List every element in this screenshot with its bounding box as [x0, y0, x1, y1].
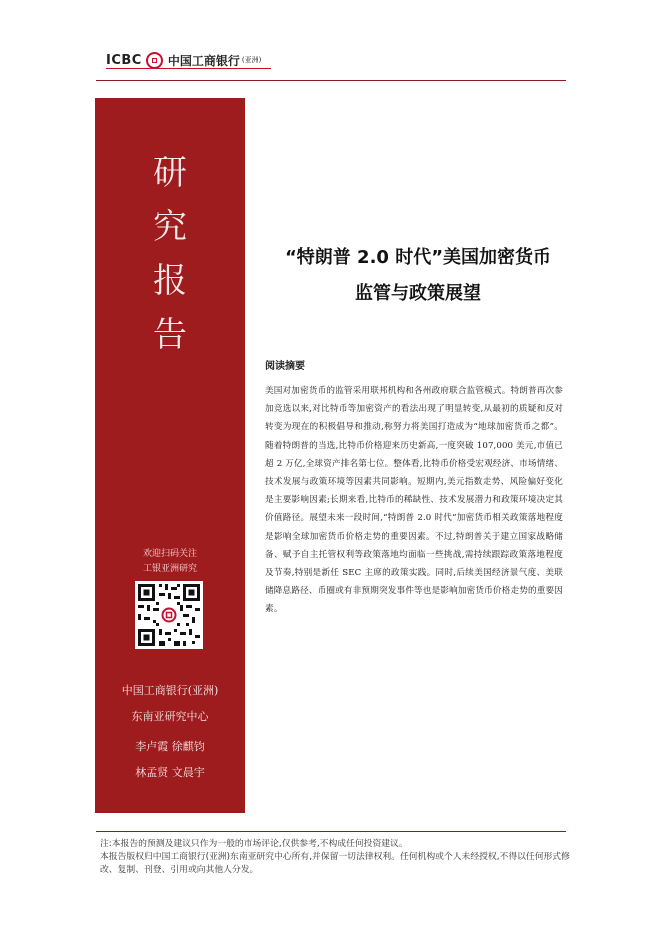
disclaimer-line2: 本报告版权归中国工商银行(亚洲)东南亚研究中心所有,并保留一切法律权利。任何机构或个人未经授权,不得以任何形式修改、复制、刊登、引用或向其他人分发。: [100, 852, 570, 875]
vertical-title-char-4: 告: [153, 315, 187, 355]
qr-caption-line2: 工银亚洲研究: [142, 564, 197, 574]
org-name: 中国工商银行(亚洲): [121, 684, 219, 697]
vertical-title-char-1: 研: [153, 153, 187, 193]
authors-line1: 李卢霞 徐麒钧: [135, 740, 205, 753]
logo-latin: ICBC: [106, 52, 142, 68]
logo-chinese-name: 中国工商银行: [167, 53, 240, 68]
authors-line2: 林孟贤 文晨宇: [135, 766, 205, 779]
disclaimer-line1: 注:本报告的预测及建议只作为一般的市场评论,仅供参考,不构成任何投资建议。: [100, 839, 408, 849]
report-title-line1: “特朗普 2.0 时代”美国加密货币: [284, 247, 552, 268]
org-department: 东南亚研究中心: [131, 710, 209, 723]
header-divider: [96, 80, 566, 81]
sidebar-panel: [95, 98, 245, 813]
icbc-logo: [106, 50, 261, 70]
qr-code-icon[interactable]: [135, 581, 203, 649]
vertical-title-char-3: 报: [153, 261, 187, 301]
icbc-seal-icon: [146, 52, 163, 69]
logo-subtitle: (亚洲): [241, 56, 262, 64]
footer-divider: [96, 831, 566, 832]
report-title-line2: 监管与政策展望: [355, 283, 481, 304]
abstract-heading: 阅读摘要: [265, 361, 305, 372]
abstract-body: 美国对加密货币的监管采用联邦机构和各州政府联合监管模式。特朗普再次参加竞选以来,对比特币等加密资产的看法出现了明显转变,从最初的质疑和反对转变为现在的积极倡导和推动,称努力将美国打造成为“地球加密货币之都”。随着特朗普的当选,比特币价格迎来历史新高,一度突破 107,000 美元,市值已超 2 万亿,全球资产排名第七位。整体看,比特币价格受宏观经济、市场情绪、技术发展与政策环境等因素共同影响。短期内,美元指数走势、风险偏好变化是主要影响因素;长期来看,比特币的稀缺性、技术发展潜力和政策环境决定其价值路径。展望未来一段时间,“特朗普 2.0 时代”加密货币相关政策落地程度是影响全球加密货币价格走势的重要因素。不过,特朗普关于建立国家战略储备、赋予自主托管权利等政策落地均面临一些挑战,需持续跟踪政策落地程度及节奏,特别是新任 SEC 主席的政策实践。同时,后续美国经济景气度、美联储降息路径、币圈或有非预期突发事件等也是影响加密货币价格走势的重要因素。: [265, 386, 563, 615]
logo-underline: [106, 68, 271, 69]
qr-caption-line1: 欢迎扫码关注: [142, 549, 197, 559]
disclaimer: [100, 838, 570, 877]
vertical-title-char-2: 究: [153, 207, 187, 247]
